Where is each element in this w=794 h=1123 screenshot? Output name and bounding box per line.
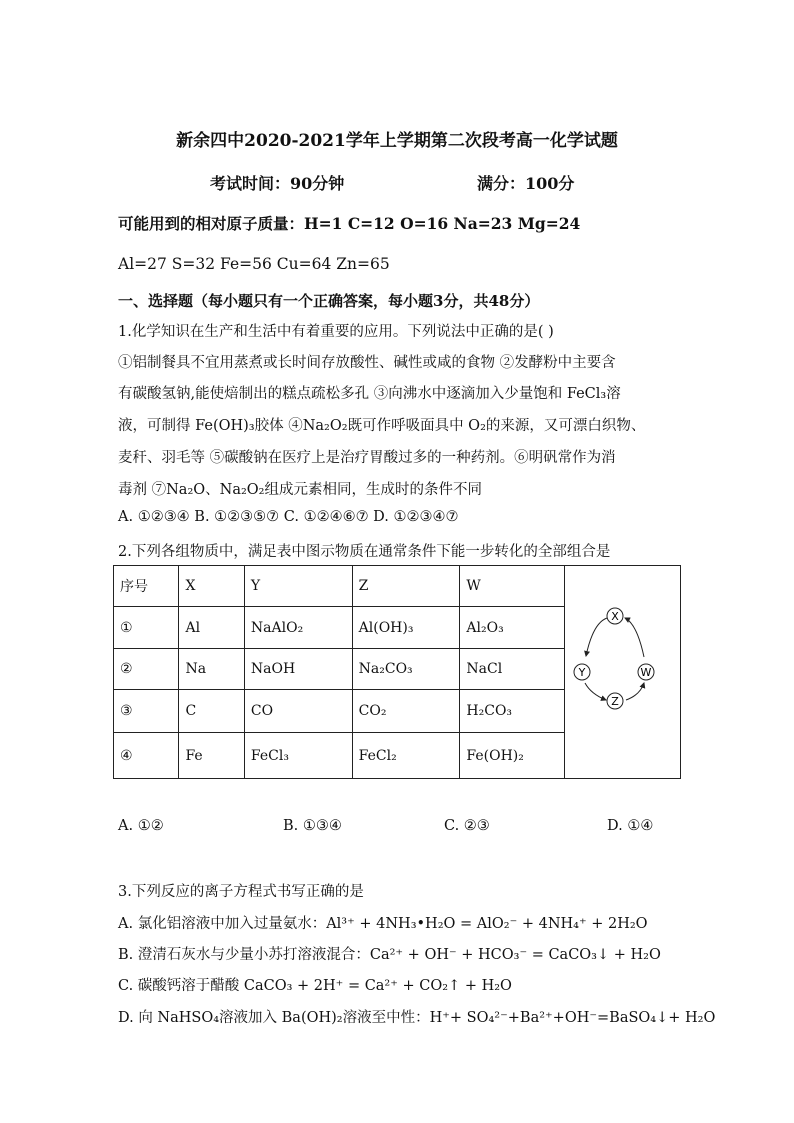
table-header-cell: W — [460, 566, 565, 607]
exam-time: 考试时间：90分钟 — [210, 174, 345, 193]
q1-line5: 毒剂 ⑦Na₂O、Na₂O₂组成元素相同，生成时的条件不同 — [118, 482, 482, 498]
node-w — [638, 664, 654, 680]
q1-stem: 1.化学知识在生产和生活中有着重要的应用。下列说法中正确的是( ) — [118, 324, 554, 340]
arrow-x-to-y — [586, 618, 607, 656]
conversion-cycle-diagram — [566, 566, 680, 777]
table-header-cell: Y — [244, 566, 352, 607]
q2-option-a: A. ①② — [118, 818, 164, 834]
table-cell: Fe(OH)₂ — [460, 733, 565, 779]
q3-stem: 3.下列反应的离子方程式书写正确的是 — [118, 884, 364, 900]
atomic-masses-line1: 可能用到的相对原子质量：H=1 C=12 O=16 Na=23 Mg=24 — [118, 214, 581, 233]
table-cell: H₂CO₃ — [460, 690, 565, 733]
node-z — [607, 693, 623, 709]
table-header-cell: Z — [352, 566, 460, 607]
q1-line3: 液，可制得 Fe(OH)₃胶体 ④Na₂O₂既可作呼吸面具中 O₂的来源，又可漂白织物、 — [118, 418, 646, 434]
exam-score: 满分：100分 — [477, 174, 575, 193]
q1-line2: 有碳酸氢钠,能使焙制出的糕点疏松多孔 ③向沸水中逐滴加入少量饱和 FeCl₃溶 — [118, 386, 621, 402]
q3-option-d: D. 向 NaHSO₄溶液加入 Ba(OH)₂溶液至中性：H⁺+ SO₄²⁻+Ba²⁺+OH⁻=BaSO₄↓+ H₂O — [118, 1010, 716, 1026]
table-cell: CO₂ — [352, 690, 460, 733]
q2-option-d: D. ①④ — [607, 818, 654, 834]
q2-option-c: C. ②③ — [444, 818, 490, 834]
table-cell: CO — [244, 690, 352, 733]
q2-stem: 2.下列各组物质中，满足表中图示物质在通常条件下能一步转化的全部组合是 — [118, 544, 611, 560]
table-cell: Al₂O₃ — [460, 607, 565, 649]
node-x — [607, 608, 623, 624]
node-z-label: Z — [611, 695, 619, 708]
table-cell: FeCl₂ — [352, 733, 460, 779]
node-y — [574, 664, 590, 680]
arrow-z-to-w — [626, 683, 644, 700]
table-cell: Al — [179, 607, 244, 649]
table-cell: Al(OH)₃ — [352, 607, 460, 649]
arrow-w-to-x — [625, 618, 644, 657]
node-w-label: W — [640, 666, 652, 679]
table-cell: ③ — [114, 690, 179, 733]
table-cell: ④ — [114, 733, 179, 779]
table-cell: NaAlO₂ — [244, 607, 352, 649]
table-cell: C — [179, 690, 244, 733]
table-header-cell: X — [179, 566, 244, 607]
section-heading: 一、选择题（每小题只有一个正确答案，每小题3分，共48分） — [118, 292, 540, 310]
node-y-label: Y — [578, 666, 586, 679]
q1-line4: 麦秆、羽毛等 ⑤碳酸钠在医疗上是治疗胃酸过多的一种药剂。⑥明矾常作为消 — [118, 450, 616, 466]
node-x-label: X — [611, 610, 619, 623]
table-cell: Na₂CO₃ — [352, 649, 460, 690]
table-cell: ② — [114, 649, 179, 690]
table-cell: NaCl — [460, 649, 565, 690]
q3-option-b: B. 澄清石灰水与少量小苏打溶液混合：Ca²⁺ + OH⁻ + HCO₃⁻ = CaCO₃↓ + H₂O — [118, 947, 661, 963]
atomic-masses-line2: Al=27 S=32 Fe=56 Cu=64 Zn=65 — [118, 255, 390, 273]
q3-option-a: A. 氯化铝溶液中加入过量氨水：Al³⁺ + 4NH₃•H₂O = AlO₂⁻ + 4NH₄⁺ + 2H₂O — [118, 916, 648, 932]
table-cell: Fe — [179, 733, 244, 779]
q1-options: A. ①②③④ B. ①②③⑤⑦ C. ①②④⑥⑦ D. ①②③④⑦ — [118, 509, 459, 525]
q3-option-c: C. 碳酸钙溶于醋酸 CaCO₃ + 2H⁺ = Ca²⁺ + CO₂↑ + H₂O — [118, 978, 512, 994]
table-cell: NaOH — [244, 649, 352, 690]
exam-title: 新余四中2020-2021学年上学期第二次段考高一化学试题 — [176, 131, 618, 151]
table-header-cell: 序号 — [114, 566, 179, 607]
table-cell: FeCl₃ — [244, 733, 352, 779]
table-cell: Na — [179, 649, 244, 690]
arrow-y-to-z — [585, 683, 606, 700]
q1-line1: ①铝制餐具不宜用蒸煮或长时间存放酸性、碱性或咸的食物 ②发酵粉中主要含 — [118, 355, 616, 371]
q2-option-b: B. ①③④ — [283, 818, 342, 834]
table-cell: ① — [114, 607, 179, 649]
